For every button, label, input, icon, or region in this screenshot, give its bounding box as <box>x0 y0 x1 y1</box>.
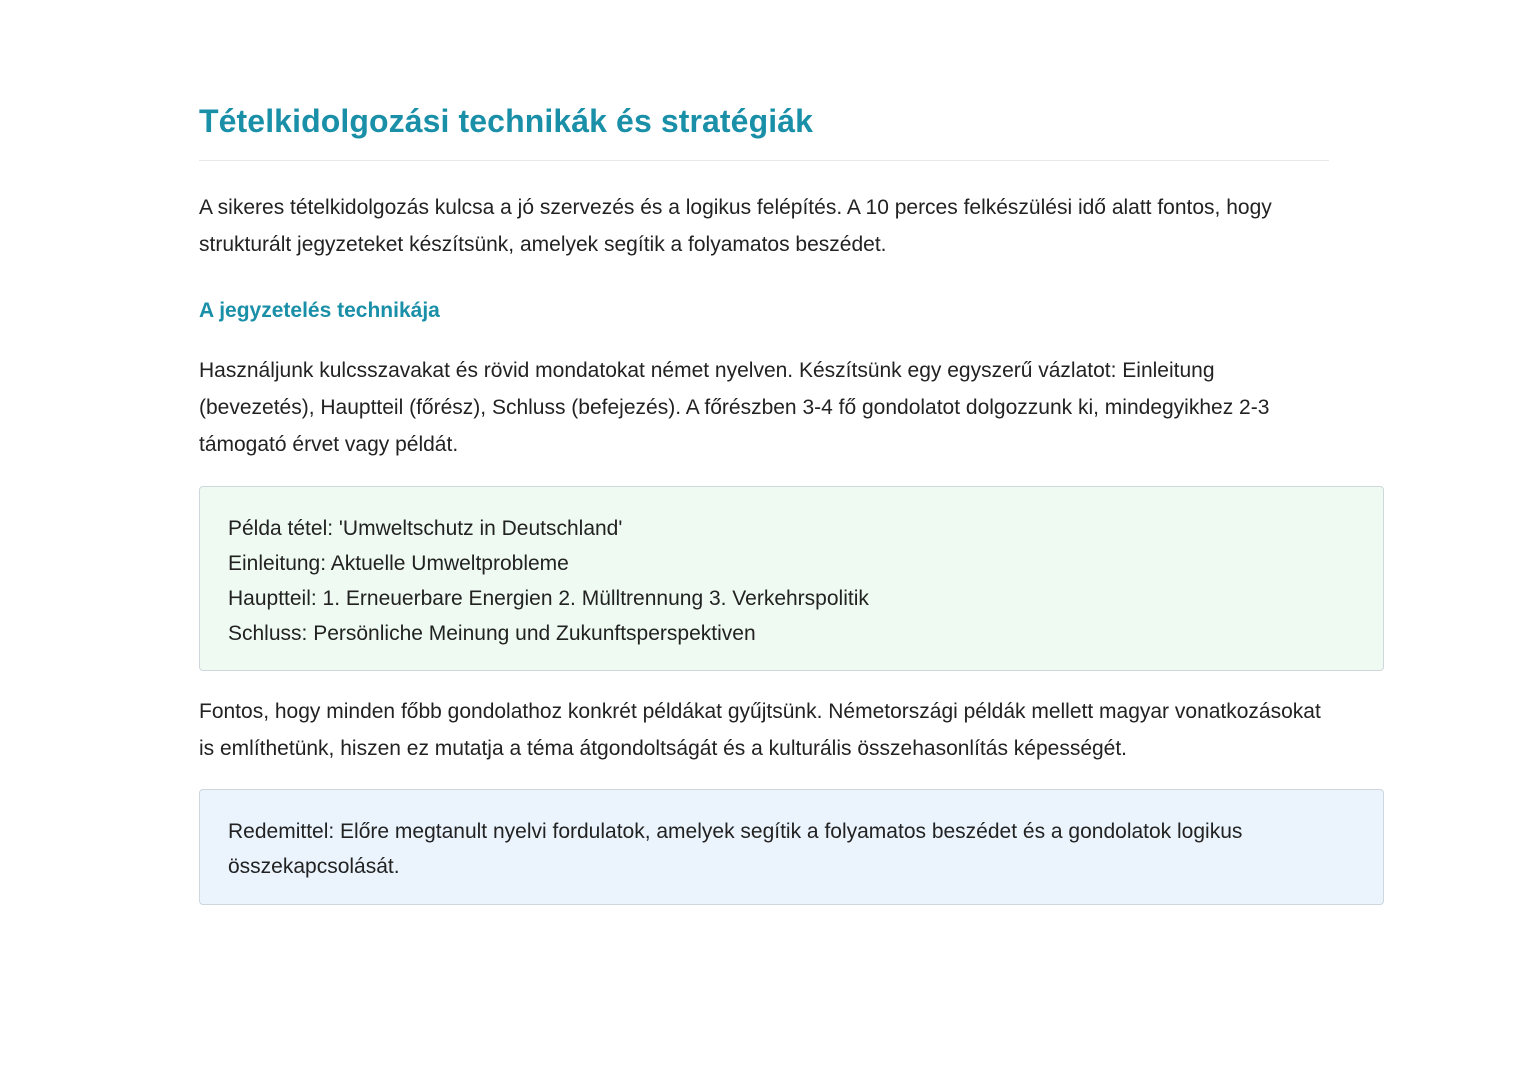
page-title: Tételkidolgozási technikák és stratégiák <box>199 103 814 139</box>
example-line-schluss: Schluss: Persönliche Meinung und Zukunftsperspektiven <box>228 622 756 645</box>
technique-paragraph: Használjunk kulcsszavakat és rövid mondatokat német nyelven. Készítsünk egy egyszerű vázlatot: Einleitung (bevezetés), Hauptteil (főrész), Schluss (befejezés). A főrészben 3-4 fő gondolatot dolgozzunk ki, mindegyikhez 2-3 támogató érvet vagy példát. <box>199 359 1270 456</box>
section-heading: A jegyzetelés technikája <box>199 299 440 322</box>
example-line-einleitung: Einleitung: Aktuelle Umweltprobleme <box>228 552 569 575</box>
note-text: Redemittel: Előre megtanult nyelvi fordulatok, amelyek segítik a folyamatos beszédet és a gondolatok logikus összekapcsolását. <box>228 820 1243 878</box>
example-line-hauptteil: Hauptteil: 1. Erneuerbare Energien 2. Mülltrennung 3. Verkehrspolitik <box>228 587 869 610</box>
note-box <box>199 789 1384 905</box>
title-divider <box>199 160 1329 161</box>
examples-paragraph: Fontos, hogy minden főbb gondolathoz konkrét példákat gyűjtsünk. Németországi példák mellett magyar vonatkozásokat is említhetünk, hiszen ez mutatja a téma átgondoltságát és a kulturális összehasonlítás képességét. <box>199 700 1321 760</box>
example-line-topic: Példa tétel: 'Umweltschutz in Deutschland' <box>228 517 623 540</box>
example-box <box>199 486 1384 671</box>
intro-paragraph: A sikeres tételkidolgozás kulcsa a jó szervezés és a logikus felépítés. A 10 perces felkészülési idő alatt fontos, hogy strukturált jegyzeteket készítsünk, amelyek segítik a folyamatos beszédet. <box>199 196 1272 256</box>
